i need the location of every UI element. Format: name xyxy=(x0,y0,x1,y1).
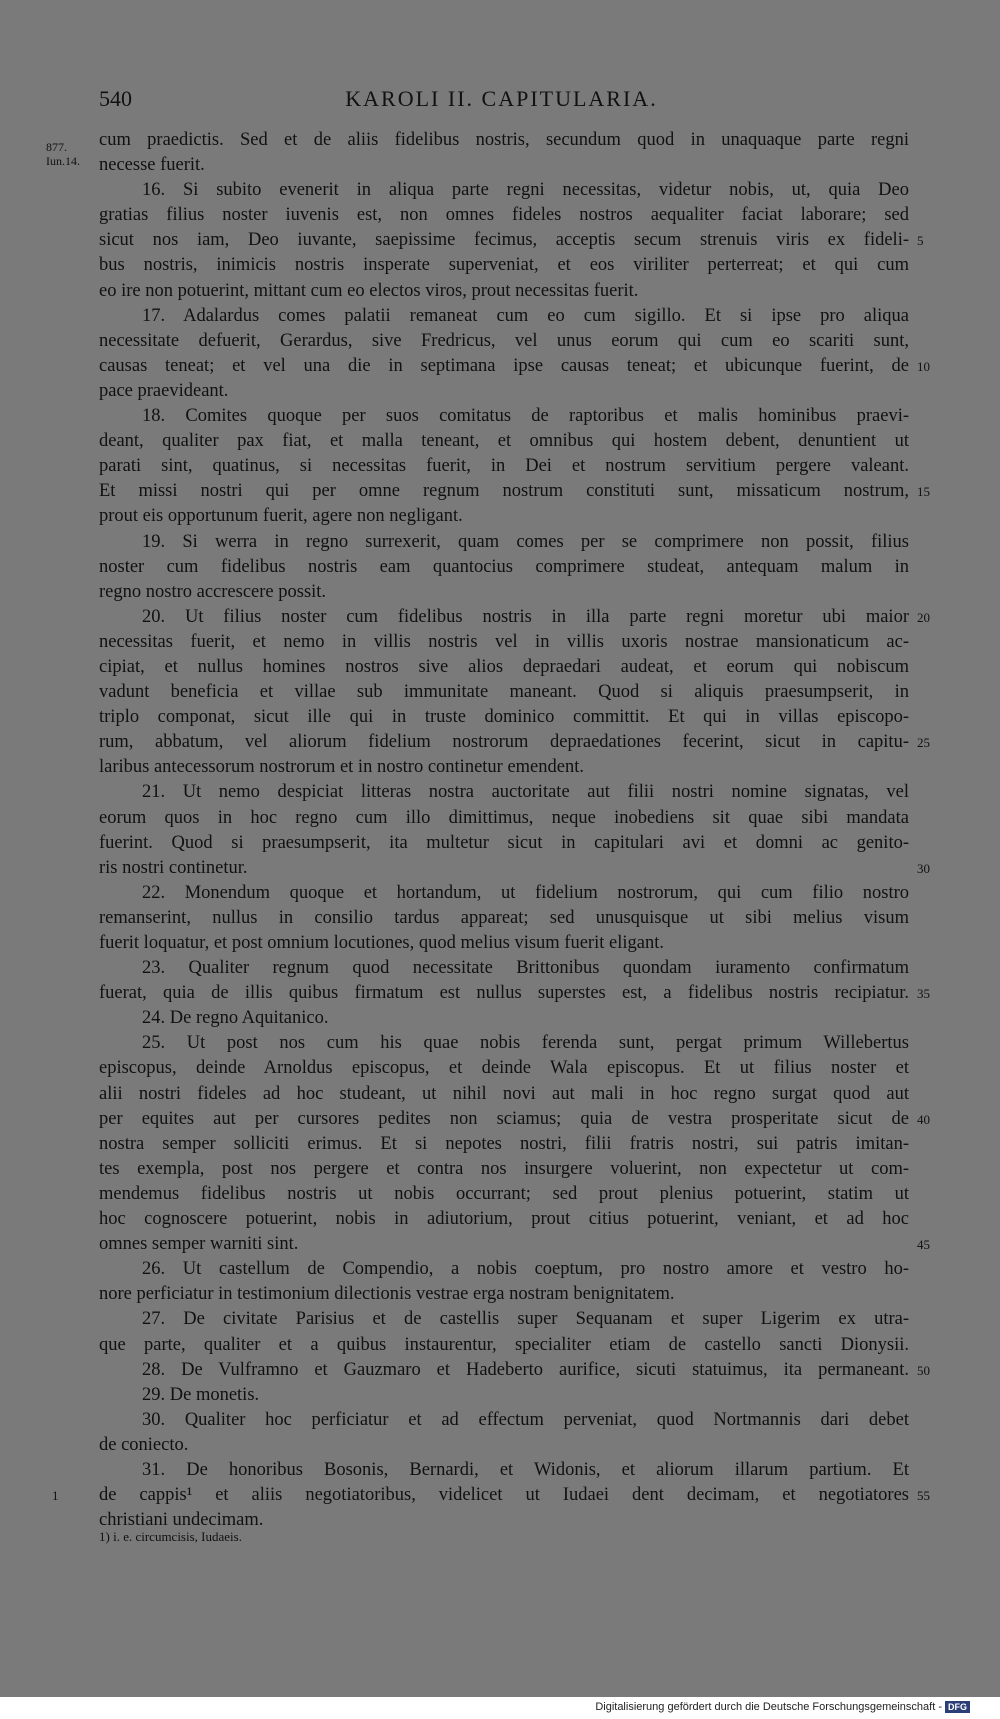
line-text: necessitate defuerit, Gerardus, sive Fredricus, vel unus eorum qui cum eo scariti sunt, xyxy=(99,330,909,351)
line-text: pace praevideant. xyxy=(99,380,229,401)
text-line xyxy=(99,1433,909,1458)
line-text: Et missi nostri qui per omne regnum nostrum constituti sunt, missaticum nostrum, xyxy=(99,481,909,502)
text-line xyxy=(99,1408,909,1433)
line-text: 21. Ut nemo despiciat litteras nostra auctoritate aut filii nostri nomine signatas, vel xyxy=(142,782,909,803)
line-text: omnes semper warniti sint. xyxy=(99,1234,299,1255)
line-text: christiani undecimam. xyxy=(99,1510,264,1531)
text-line xyxy=(99,1257,909,1282)
text-line xyxy=(99,856,930,881)
margin-day: Iun.14. xyxy=(46,154,80,168)
text-line xyxy=(99,203,909,228)
text-line xyxy=(99,404,909,429)
text-line xyxy=(99,1232,930,1257)
line-text: hoc cognoscere potuerint, nobis in adiutorium, prout citius potuerint, veniant, et ad hoc xyxy=(99,1209,909,1230)
line-text: 25. Ut post nos cum his quae nobis ferenda sunt, pergat primum Willebertus xyxy=(142,1033,909,1054)
line-text: parati sint, quatinus, si necessitas fuerit, in Dei et nostrum servitium pergere valeant. xyxy=(99,456,909,477)
text-line xyxy=(99,956,909,981)
line-text: 29. De monetis. xyxy=(142,1384,260,1405)
line-text: nostra semper solliciti erimus. Et si nepotes nostri, filii fratris nostri, sui patris imitan- xyxy=(99,1133,909,1154)
line-text: nore perficiatur in testimonium dilectionis vestrae erga nostram benignitatem. xyxy=(99,1284,675,1305)
text-line xyxy=(99,279,909,304)
line-number: 20 xyxy=(917,609,930,625)
text-line xyxy=(99,228,924,253)
line-text: alii nostri fideles ad hoc studeant, ut nihil novi aut mali in hoc regno surgat quod aut xyxy=(99,1083,909,1104)
text-line xyxy=(99,630,909,655)
text-line xyxy=(99,806,909,831)
text-line xyxy=(99,655,909,680)
text-line xyxy=(99,680,909,705)
line-text: per equites aut per cursores pedites non sciamus; quia de vestra prosperitate sicut de xyxy=(99,1108,909,1129)
line-text: 22. Monendum quoque et hortandum, ut fidelium nostrorum, qui cum filio nostro xyxy=(142,882,909,903)
line-text: prout eis opportunum fuerit, agere non negligant. xyxy=(99,506,463,527)
text-line xyxy=(99,1207,909,1232)
text-line xyxy=(99,580,909,605)
line-text: 16. Si subito evenerit in aliqua parte regni necessitas, videtur nobis, ut, quia Deo xyxy=(142,180,909,201)
text-line xyxy=(52,1483,930,1508)
line-text: fuerat, quia de illis quibus firmatum est nullus superstes est, a fidelibus nostris recipiatur. xyxy=(99,983,909,1004)
line-text: sicut nos iam, Deo iuvante, saepissime fecimus, acceptis secum strenuis viris ex fideli- xyxy=(99,230,909,251)
line-text: 24. De regno Aquitanico. xyxy=(142,1008,329,1029)
line-number: 25 xyxy=(917,735,930,751)
line-text: rum, abbatum, vel aliorum fidelium nostrorum depraedationes fecerint, sicut in capitu- xyxy=(99,732,909,753)
line-number: 45 xyxy=(917,1237,930,1253)
line-number: 30 xyxy=(917,860,930,876)
text-line xyxy=(99,605,930,630)
footnote: 1) i. e. circumcisis, Iudaeis. xyxy=(99,1529,242,1544)
line-number: 35 xyxy=(917,986,930,1002)
line-text: bus nostris, inimicis nostris insperate superveniat, et eos viriliter perterreat; et qui cum xyxy=(99,255,909,276)
text-line xyxy=(99,329,909,354)
line-number: 15 xyxy=(917,484,930,500)
line-text: gratias filius noster iuvenis est, non omnes fideles nostros aequaliter faciat laborare; sed xyxy=(99,205,909,226)
line-text: episcopus, deinde Arnoldus episcopus, et deinde Wala episcopus. Et ut filius noster et xyxy=(99,1058,909,1079)
line-text: regno nostro accrescere possit. xyxy=(99,581,327,602)
text-line xyxy=(99,906,909,931)
text-line xyxy=(99,931,909,956)
text-line xyxy=(99,705,909,730)
line-text: 20. Ut filius noster cum fidelibus nostris in illa parte regni moretur ubi maior xyxy=(142,606,909,627)
line-text: tes exempla, post nos pergere et contra nos insurgere voluerint, non expectetur ut com- xyxy=(99,1158,909,1179)
text-line xyxy=(99,354,930,379)
margin-date-note xyxy=(46,140,80,168)
text-line xyxy=(99,153,909,178)
page-header xyxy=(99,86,904,116)
line-text: 23. Qualiter regnum quod necessitate Brittonibus quondam iuramento confirmatum xyxy=(142,958,909,979)
text-line xyxy=(99,1107,930,1132)
text-line xyxy=(99,1031,909,1056)
text-line xyxy=(99,379,909,404)
line-number: 10 xyxy=(917,358,930,374)
text-line xyxy=(99,1383,909,1408)
line-number: 40 xyxy=(917,1111,930,1127)
line-text: mendemus fidelibus nostris ut nobis occurrant; sed prout plenius potuerint, statim ut xyxy=(99,1183,909,1204)
line-text: de coniecto. xyxy=(99,1434,189,1455)
text-line xyxy=(99,1056,909,1081)
text-line xyxy=(99,504,909,529)
text-line xyxy=(99,530,909,555)
funding-credit-text: Digitalisierung gefördert durch die Deutsche Forschungsgemeinschaft - xyxy=(595,1701,942,1713)
text-line xyxy=(99,253,909,278)
line-text: de cappis¹ et aliis negotiatoribus, videlicet ut Iudaei dent decimam, et negotiatores xyxy=(99,1485,909,1506)
line-text: 18. Comites quoque per suos comitatus de raptoribus et malis hominibus praevi- xyxy=(142,406,909,427)
line-text: deant, qualiter pax fiat, et malla teneant, et omnibus qui hostem debent, denuntient ut xyxy=(99,431,909,452)
text-line xyxy=(99,304,909,329)
line-text: fuerint. Quod si praesumpserit, ita multetur sicut in capitulari avi et domni ac genito- xyxy=(99,832,909,853)
line-text: 31. De honoribus Bosonis, Bernardi, et Widonis, et aliorum illarum partium. Et xyxy=(142,1459,909,1480)
text-line xyxy=(99,454,909,479)
text-line xyxy=(99,429,909,454)
margin-year: 877. xyxy=(46,140,67,154)
text-line xyxy=(99,1082,909,1107)
line-text: que parte, qualiter et a quibus instaurentur, specialiter etiam de castello sancti Dionysii. xyxy=(99,1334,909,1355)
text-line xyxy=(99,831,909,856)
text-line xyxy=(99,981,930,1006)
line-text: 27. De civitate Parisius et de castellis super Sequanam et super Ligerim ex utra- xyxy=(142,1309,909,1330)
text-line xyxy=(99,780,909,805)
page-number: 540 xyxy=(99,86,132,111)
text-line xyxy=(99,1358,930,1383)
line-text: triplo componat, sicut ille qui in truste dominico committit. Et qui in villas episcopo- xyxy=(99,707,909,728)
line-text: causas teneat; et vel una die in septimana ipse causas teneat; et ubicunque fuerint, de xyxy=(99,355,909,376)
dfg-logo: DFG xyxy=(945,1701,970,1713)
line-text: cipiat, et nullus homines nostros sive alios depraedari audeat, et eorum qui nobiscum xyxy=(99,656,909,677)
text-line xyxy=(99,1333,909,1358)
text-line xyxy=(99,755,909,780)
line-text: eo ire non potuerint, mittant cum eo electos viros, prout necessitas fuerit. xyxy=(99,280,639,301)
text-line xyxy=(99,128,909,153)
line-number: 5 xyxy=(917,233,924,249)
line-text: noster cum fidelibus nostris eam quantocius comprimere studeat, antequam malum in xyxy=(99,556,909,577)
text-line xyxy=(99,1307,909,1332)
line-text: necessitas fuerit, et nemo in villis nostris vel in villis uxoris nostrae mansionaticum ac- xyxy=(99,631,909,652)
line-text: 28. De Vulframno et Gauzmaro et Hadeberto aurifice, sicuti statuimus, ita permaneant. xyxy=(142,1359,909,1380)
line-text: 17. Adalardus comes palatii remaneat cum eo cum sigillo. Et si ipse pro aliqua xyxy=(142,305,909,326)
line-text: eorum quos in hoc regno cum illo dimittimus, neque inobediens sit quae sibi mandata xyxy=(99,807,909,828)
line-text: necesse fuerit. xyxy=(99,155,205,176)
text-line xyxy=(99,881,909,906)
line-text: fuerit loquatur, et post omnium locutiones, quod melius visum fuerit eligant. xyxy=(99,933,664,953)
line-number: 50 xyxy=(917,1362,930,1378)
line-text: cum praedictis. Sed et de aliis fidelibus nostris, secundum quod in unaquaque parte regni xyxy=(99,130,909,150)
line-text: 19. Si werra in regno surrexerit, quam comes per se comprimere non possit, filius xyxy=(142,531,909,552)
line-text: remanserint, nullus in consilio tardus appareat; sed unusquisque ut sibi melius visum xyxy=(99,907,909,928)
text-line xyxy=(99,1458,909,1483)
text-line xyxy=(99,555,909,580)
footnote-marker: 1 xyxy=(52,1488,59,1504)
text-line xyxy=(99,1006,909,1031)
line-text: vadunt beneficia et villae sub immunitate maneant. Quod si aliquis praesumpserit, in xyxy=(99,682,909,703)
line-text: 26. Ut castellum de Compendio, a nobis coeptum, pro nostro amore et vestro ho- xyxy=(142,1259,909,1280)
running-title: KAROLI II. CAPITULARIA. xyxy=(345,86,658,111)
text-line xyxy=(99,1182,909,1207)
line-text: 30. Qualiter hoc perficiatur et ad effectum perveniat, quod Nortmannis dari debet xyxy=(142,1409,909,1430)
text-line xyxy=(99,1132,909,1157)
text-line xyxy=(99,479,930,504)
footer-bar xyxy=(0,1697,1000,1719)
line-number: 55 xyxy=(917,1488,930,1504)
funding-credit xyxy=(595,1701,970,1713)
text-line xyxy=(99,1157,909,1182)
text-line xyxy=(99,1282,909,1307)
text-line xyxy=(99,730,930,755)
text-line xyxy=(99,178,909,203)
line-text: ris nostri continetur. xyxy=(99,857,248,878)
line-text: laribus antecessorum nostrorum et in nostro continetur emendent. xyxy=(99,757,584,778)
